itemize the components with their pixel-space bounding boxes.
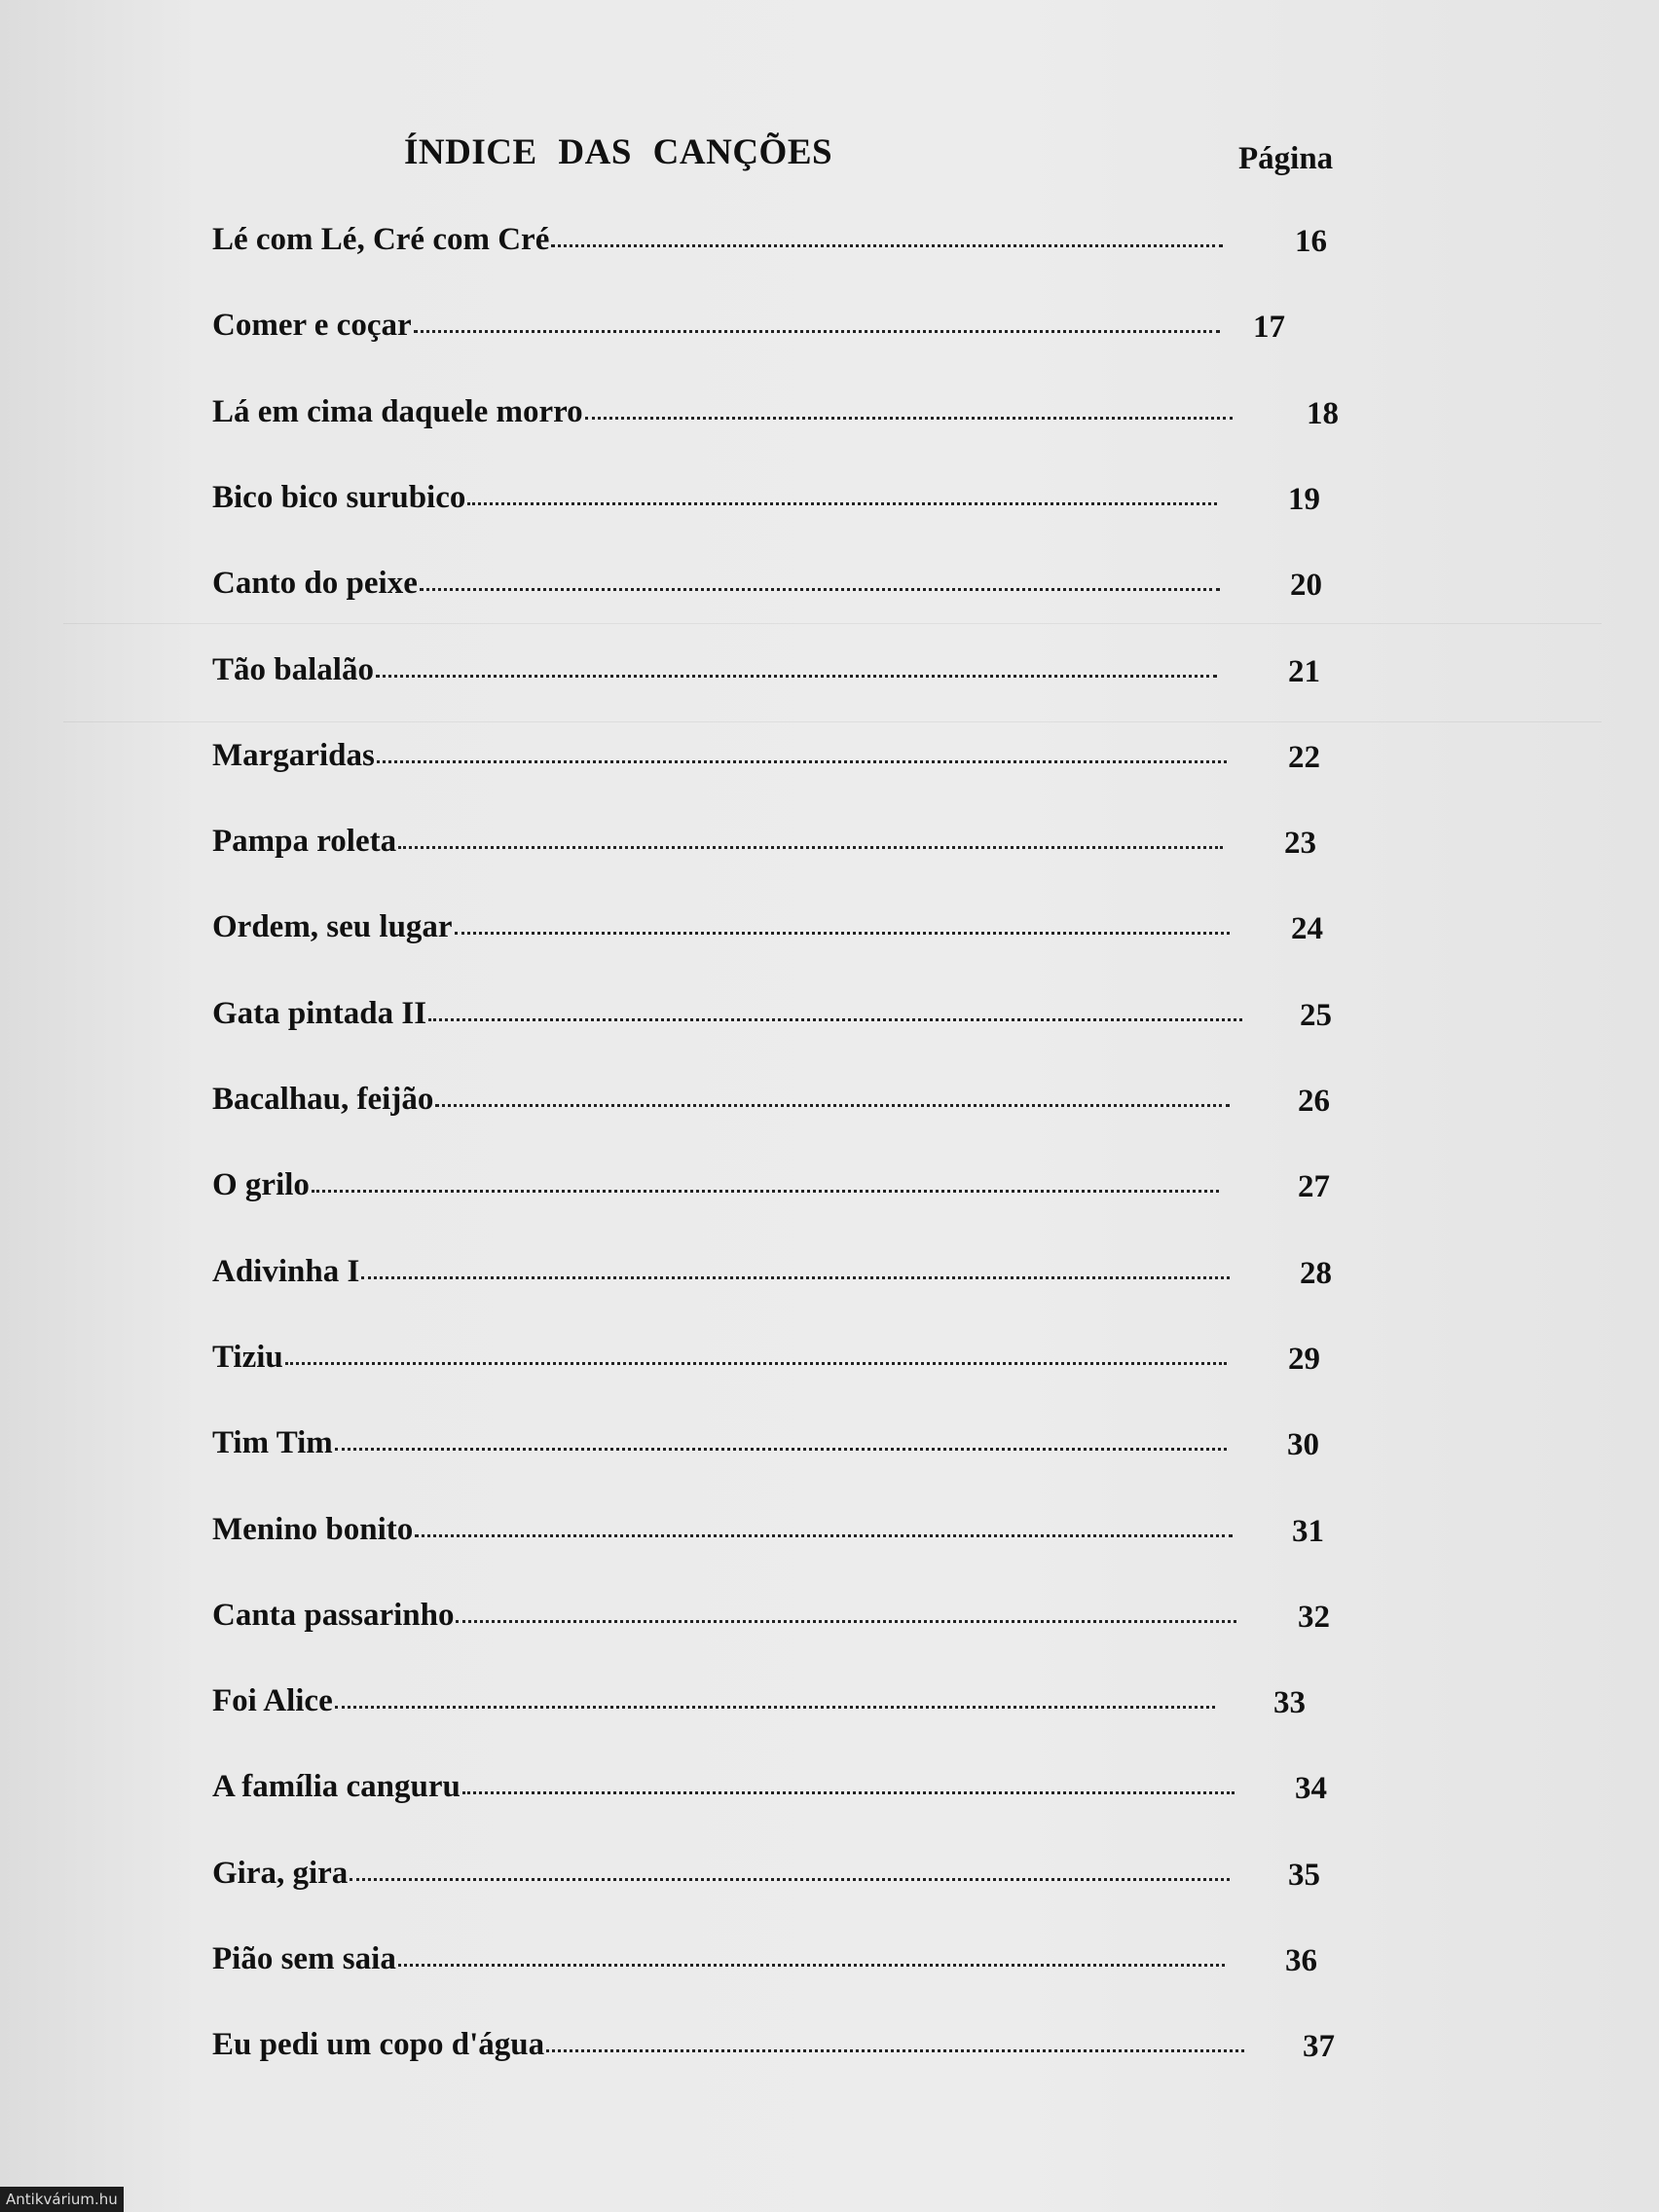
toc-entry-title: Eu pedi um copo d'água — [212, 2027, 545, 2062]
toc-entry-title: Foi Alice — [212, 1683, 333, 1718]
toc-entry-page-number: 26 — [1298, 1084, 1330, 1119]
dot-leader — [415, 1530, 1233, 1537]
toc-entry-page-number: 23 — [1284, 826, 1316, 861]
toc-entry — [212, 1167, 1219, 1216]
toc-entry-page-number: 29 — [1288, 1342, 1320, 1377]
toc-entry — [212, 1425, 1227, 1474]
toc-entry-page-number: 28 — [1300, 1256, 1332, 1291]
toc-entry — [212, 824, 1223, 872]
toc-entry-title: A família canguru — [212, 1769, 461, 1804]
dot-leader — [285, 1358, 1227, 1365]
toc-entry-page-number: 25 — [1300, 998, 1332, 1033]
dot-leader — [420, 584, 1220, 591]
toc-entry-page-number: 16 — [1295, 224, 1327, 259]
toc-entry-page-number: 34 — [1295, 1771, 1327, 1806]
toc-entry — [212, 394, 1233, 443]
dot-leader — [414, 326, 1220, 333]
dot-leader — [585, 413, 1233, 420]
toc-entry-title: Tim Tim — [212, 1425, 333, 1460]
toc-entry-title: Pampa roleta — [212, 824, 397, 859]
toc-entry — [212, 909, 1230, 958]
dot-leader — [398, 842, 1223, 849]
toc-entry — [212, 308, 1220, 356]
toc-entry-page-number: 21 — [1288, 654, 1320, 689]
toc-entry-page-number: 32 — [1298, 1600, 1330, 1635]
toc-entry — [212, 1254, 1230, 1303]
toc-entry-page-number: 37 — [1303, 2029, 1335, 2064]
toc-entry-page-number: 22 — [1288, 740, 1320, 775]
dot-leader — [335, 1702, 1215, 1709]
dot-leader — [335, 1444, 1227, 1451]
dot-leader — [350, 1874, 1230, 1881]
toc-entry-title: Pião sem saia — [212, 1941, 396, 1976]
toc-entry-title: Menino bonito — [212, 1512, 414, 1547]
toc-entry — [212, 1598, 1236, 1646]
toc-entry-title: Ordem, seu lugar — [212, 909, 453, 944]
dot-leader — [455, 928, 1230, 935]
dot-leader — [546, 2046, 1244, 2052]
toc-entry — [212, 1340, 1227, 1388]
toc-entry — [212, 1941, 1225, 1990]
toc-entry-title: Adivinha I — [212, 1254, 360, 1289]
toc-entry-page-number: 20 — [1290, 568, 1322, 603]
toc-entry-title: Bico bico surubico — [212, 480, 466, 515]
dot-leader — [398, 1960, 1225, 1967]
dot-leader — [462, 1788, 1235, 1794]
toc-entry — [212, 996, 1242, 1045]
toc-entry-title: Comer e coçar — [212, 308, 412, 343]
toc-entry-page-number: 33 — [1273, 1685, 1306, 1720]
index-heading: ÍNDICE DAS CANÇÕES — [404, 132, 833, 172]
toc-entry-page-number: 27 — [1298, 1169, 1330, 1204]
toc-entry-title: Gata pintada II — [212, 996, 427, 1031]
toc-entry-page-number: 18 — [1307, 396, 1339, 431]
toc-entry-title: Lá em cima daquele morro — [212, 394, 583, 429]
dot-leader — [467, 498, 1217, 505]
dot-leader — [376, 671, 1217, 678]
dot-leader — [435, 1100, 1230, 1107]
toc-entry — [212, 1769, 1235, 1818]
toc-entry-title: Lé com Lé, Cré com Cré — [212, 222, 550, 257]
watermark: Antikvárium.hu — [0, 2187, 124, 2212]
dot-leader — [361, 1272, 1230, 1279]
toc-entry — [212, 1082, 1230, 1130]
toc-entry-page-number: 24 — [1291, 911, 1323, 946]
toc-entry — [212, 1512, 1233, 1561]
dot-leader — [377, 756, 1227, 763]
toc-entry-page-number: 36 — [1285, 1943, 1317, 1978]
toc-entry-title: Gira, gira — [212, 1856, 349, 1891]
toc-entry — [212, 2027, 1244, 2076]
toc-entry-page-number: 35 — [1288, 1858, 1320, 1893]
toc-entry-title: O grilo — [212, 1167, 310, 1202]
toc-entry-title: Bacalhau, feijão — [212, 1082, 434, 1117]
toc-entry-page-number: 17 — [1253, 310, 1285, 345]
toc-entry — [212, 222, 1223, 271]
page-column-label: Página — [1238, 141, 1334, 176]
toc-entry-title: Canta passarinho — [212, 1598, 455, 1633]
dot-leader — [456, 1616, 1236, 1623]
toc-entry-title: Tão balalão — [212, 652, 374, 687]
toc-entry — [212, 1856, 1230, 1904]
dot-leader — [428, 1014, 1242, 1021]
toc-entry — [212, 1683, 1215, 1732]
toc-entry-title: Tiziu — [212, 1340, 283, 1375]
toc-entry — [212, 738, 1227, 787]
toc-entry-page-number: 31 — [1292, 1514, 1324, 1549]
toc-entry-title: Canto do peixe — [212, 566, 418, 601]
toc-entry-page-number: 19 — [1288, 482, 1320, 517]
toc-entry — [212, 566, 1220, 614]
toc-entry — [212, 480, 1217, 529]
toc-entry — [212, 652, 1217, 701]
dot-leader — [551, 240, 1223, 247]
toc-entry-page-number: 30 — [1287, 1427, 1319, 1462]
toc-entry-title: Margaridas — [212, 738, 375, 773]
dot-leader — [312, 1186, 1219, 1193]
